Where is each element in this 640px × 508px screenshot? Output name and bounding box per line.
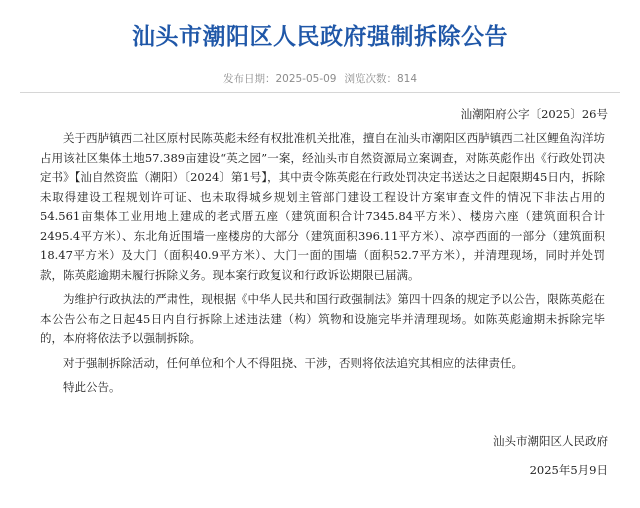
issuer-signature: 汕头市潮阳区人民政府 — [493, 434, 608, 448]
views-count: 814 — [396, 73, 418, 85]
publish-date: 2025-05-09 — [275, 73, 337, 85]
issue-date: 2025年5月9日 — [529, 463, 608, 477]
body-paragraph: 关于西胪镇西二社区原村民陈英彪未经有权批准机关批准，擅自在汕头市潮阳区西胪镇西二社区鲤鱼沟洋坊占用该社区集体土地57.389亩建设“英之园”一案，经汕头市自然资源局立案调查，对陈英彪作出《行政处罚决定书》【汕自然资监（潮阳）〔2024〕第1号】，其中责令陈英彪在行政处罚决定书送达之日起限期45日内，拆除未取得建设工程规划许可证、也未取得城乡规划主管部门建设工程设计方案审查文件的情况下非法占用的54.561亩集体工业用地上建成的老式厝五座（建筑面积合计7345.84平方米）、楼房六座（建筑面积合计2495.4平方米）、东北角近围墙一座楼房的大部分（建筑面积396.11平方米）、凉亭西面的一部分（建筑面积18.47平方米）及大门（面积40.9平方米）、大门一面的围墙（面积52.7平方米），并清理现场，同时并处罚款，陈英彪逾期未履行拆除义务。现本案行政复议和行政诉讼期限已届满。 — [40, 131, 605, 282]
body-paragraph: 特此公告。 — [63, 380, 121, 394]
views-label: 浏览次数： — [344, 73, 397, 85]
document-number: 汕潮阳府公字〔2025〕26号 — [460, 107, 608, 121]
announcement-body — [40, 129, 605, 403]
page-title: 汕头市潮阳区人民政府强制拆除公告 — [132, 24, 508, 50]
body-paragraph: 为维护行政执法的严肃性，现根据《中华人民共和国行政强制法》第四十四条的规定予以公告，限陈英彪在本公告公布之日起45日内自行拆除上述违法建（构）筑物和设施完毕并清理现场。如陈英彪逾期未拆除完毕的，本府将依法予以强制拆除。 — [40, 292, 605, 345]
publish-date-label: 发布日期： — [222, 73, 276, 85]
title-divider — [20, 92, 620, 93]
body-paragraph: 对于强制拆除活动，任何单位和个人不得阻挠、干涉，否则将依法追究其相应的法律责任。 — [63, 355, 523, 370]
article-meta — [0, 71, 640, 86]
